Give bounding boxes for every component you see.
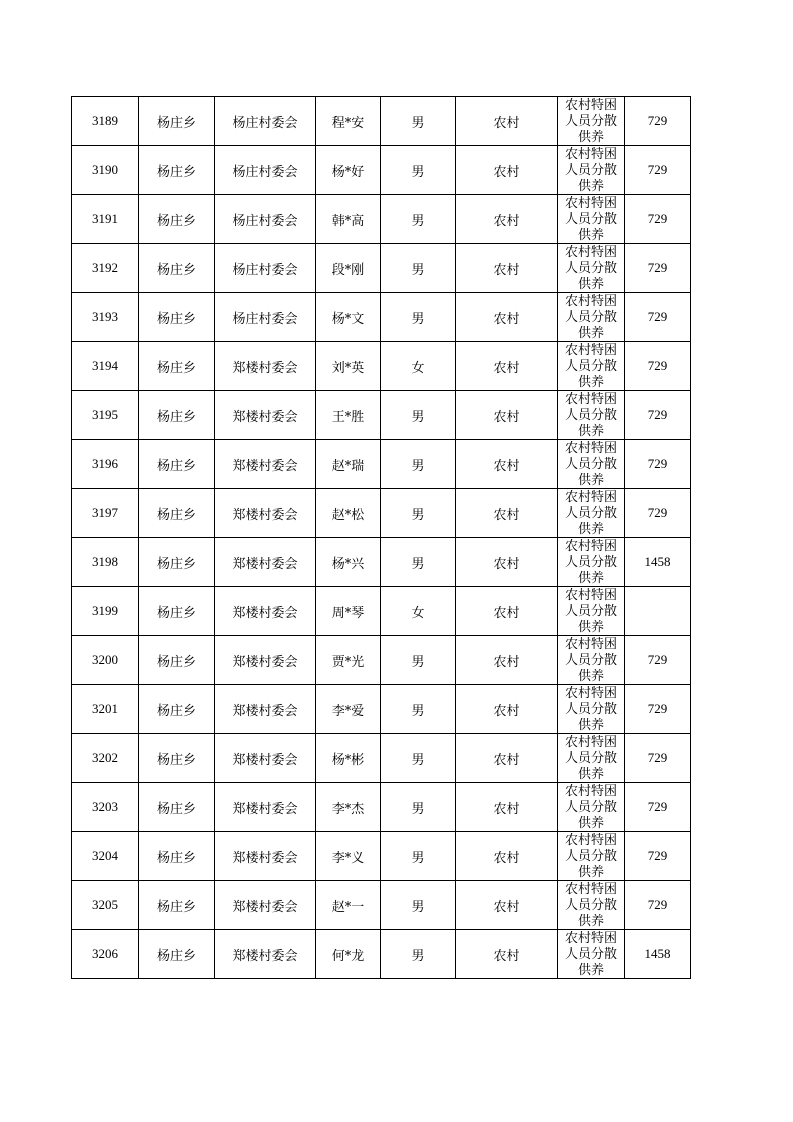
name-cell: 王*胜	[316, 391, 381, 440]
table-row	[72, 685, 691, 734]
amount-cell	[625, 587, 691, 636]
support-category-text: 农村特困人员分散供养	[564, 881, 617, 929]
row-number-cell: 3204	[72, 832, 139, 881]
table-row	[72, 734, 691, 783]
township-cell: 杨庄乡	[139, 685, 215, 734]
name-cell: 程*安	[316, 97, 381, 146]
village-committee-cell: 郑楼村委会	[215, 342, 316, 391]
village-committee-cell: 郑楼村委会	[215, 489, 316, 538]
amount-cell: 729	[625, 832, 691, 881]
support-category-text: 农村特困人员分散供养	[564, 832, 617, 880]
amount-cell: 729	[625, 685, 691, 734]
amount-cell: 729	[625, 195, 691, 244]
township-cell: 杨庄乡	[139, 244, 215, 293]
support-category-cell	[558, 685, 625, 734]
amount-cell: 729	[625, 97, 691, 146]
table-row	[72, 97, 691, 146]
table-row	[72, 489, 691, 538]
support-category-text: 农村特困人员分散供养	[564, 489, 617, 537]
table-row	[72, 195, 691, 244]
gender-cell: 男	[381, 685, 456, 734]
support-category-cell	[558, 636, 625, 685]
support-category-cell	[558, 440, 625, 489]
support-category-text: 农村特困人员分散供养	[564, 195, 617, 243]
township-cell: 杨庄乡	[139, 391, 215, 440]
table-row	[72, 391, 691, 440]
name-cell: 李*爱	[316, 685, 381, 734]
amount-cell: 729	[625, 783, 691, 832]
amount-cell: 1458	[625, 930, 691, 979]
support-category-cell	[558, 293, 625, 342]
amount-cell: 729	[625, 734, 691, 783]
amount-cell: 729	[625, 489, 691, 538]
area-type-cell: 农村	[456, 391, 558, 440]
gender-cell: 男	[381, 783, 456, 832]
area-type-cell: 农村	[456, 783, 558, 832]
gender-cell: 男	[381, 97, 456, 146]
amount-cell: 1458	[625, 538, 691, 587]
table-row	[72, 636, 691, 685]
table-row	[72, 832, 691, 881]
support-category-cell	[558, 930, 625, 979]
support-category-text: 农村特困人员分散供养	[564, 244, 617, 292]
area-type-cell: 农村	[456, 97, 558, 146]
gender-cell: 女	[381, 342, 456, 391]
name-cell: 赵*瑞	[316, 440, 381, 489]
area-type-cell: 农村	[456, 195, 558, 244]
area-type-cell: 农村	[456, 930, 558, 979]
table-row	[72, 538, 691, 587]
area-type-cell: 农村	[456, 440, 558, 489]
village-committee-cell: 郑楼村委会	[215, 832, 316, 881]
township-cell: 杨庄乡	[139, 881, 215, 930]
name-cell: 杨*文	[316, 293, 381, 342]
village-committee-cell: 郑楼村委会	[215, 734, 316, 783]
village-committee-cell: 杨庄村委会	[215, 146, 316, 195]
name-cell: 李*杰	[316, 783, 381, 832]
amount-cell: 729	[625, 440, 691, 489]
township-cell: 杨庄乡	[139, 440, 215, 489]
row-number-cell: 3194	[72, 342, 139, 391]
gender-cell: 男	[381, 734, 456, 783]
area-type-cell: 农村	[456, 685, 558, 734]
amount-cell: 729	[625, 146, 691, 195]
row-number-cell: 3193	[72, 293, 139, 342]
support-category-cell	[558, 97, 625, 146]
village-committee-cell: 杨庄村委会	[215, 293, 316, 342]
row-number-cell: 3200	[72, 636, 139, 685]
township-cell: 杨庄乡	[139, 636, 215, 685]
row-number-cell: 3206	[72, 930, 139, 979]
support-category-text: 农村特困人员分散供养	[564, 538, 617, 586]
support-category-text: 农村特困人员分散供养	[564, 342, 617, 390]
area-type-cell: 农村	[456, 489, 558, 538]
row-number-cell: 3205	[72, 881, 139, 930]
gender-cell: 女	[381, 587, 456, 636]
name-cell: 刘*英	[316, 342, 381, 391]
row-number-cell: 3197	[72, 489, 139, 538]
support-category-cell	[558, 881, 625, 930]
gender-cell: 男	[381, 146, 456, 195]
table-row	[72, 440, 691, 489]
table-body	[72, 97, 691, 979]
village-committee-cell: 杨庄村委会	[215, 244, 316, 293]
support-category-text: 农村特困人员分散供养	[564, 97, 617, 145]
gender-cell: 男	[381, 489, 456, 538]
support-category-cell	[558, 342, 625, 391]
area-type-cell: 农村	[456, 587, 558, 636]
village-committee-cell: 郑楼村委会	[215, 783, 316, 832]
township-cell: 杨庄乡	[139, 97, 215, 146]
area-type-cell: 农村	[456, 342, 558, 391]
area-type-cell: 农村	[456, 734, 558, 783]
row-number-cell: 3201	[72, 685, 139, 734]
support-category-text: 农村特困人员分散供养	[564, 783, 617, 831]
township-cell: 杨庄乡	[139, 783, 215, 832]
table-row	[72, 783, 691, 832]
area-type-cell: 农村	[456, 881, 558, 930]
row-number-cell: 3189	[72, 97, 139, 146]
area-type-cell: 农村	[456, 146, 558, 195]
row-number-cell: 3199	[72, 587, 139, 636]
gender-cell: 男	[381, 881, 456, 930]
row-number-cell: 3192	[72, 244, 139, 293]
data-table	[71, 96, 691, 979]
support-category-cell	[558, 146, 625, 195]
support-category-text: 农村特困人员分散供养	[564, 146, 617, 194]
gender-cell: 男	[381, 195, 456, 244]
support-category-cell	[558, 489, 625, 538]
table-row	[72, 587, 691, 636]
name-cell: 贾*光	[316, 636, 381, 685]
row-number-cell: 3196	[72, 440, 139, 489]
name-cell: 杨*兴	[316, 538, 381, 587]
row-number-cell: 3203	[72, 783, 139, 832]
table-row	[72, 881, 691, 930]
table-row	[72, 293, 691, 342]
amount-cell: 729	[625, 244, 691, 293]
support-category-text: 农村特困人员分散供养	[564, 391, 617, 439]
village-committee-cell: 郑楼村委会	[215, 440, 316, 489]
village-committee-cell: 郑楼村委会	[215, 881, 316, 930]
row-number-cell: 3198	[72, 538, 139, 587]
township-cell: 杨庄乡	[139, 734, 215, 783]
village-committee-cell: 郑楼村委会	[215, 636, 316, 685]
area-type-cell: 农村	[456, 636, 558, 685]
village-committee-cell: 郑楼村委会	[215, 538, 316, 587]
support-category-cell	[558, 538, 625, 587]
name-cell: 段*刚	[316, 244, 381, 293]
support-category-cell	[558, 587, 625, 636]
table-row	[72, 244, 691, 293]
support-category-cell	[558, 734, 625, 783]
village-committee-cell: 郑楼村委会	[215, 391, 316, 440]
row-number-cell: 3195	[72, 391, 139, 440]
support-category-text: 农村特困人员分散供养	[564, 440, 617, 488]
row-number-cell: 3190	[72, 146, 139, 195]
gender-cell: 男	[381, 244, 456, 293]
name-cell: 杨*彬	[316, 734, 381, 783]
gender-cell: 男	[381, 293, 456, 342]
area-type-cell: 农村	[456, 538, 558, 587]
gender-cell: 男	[381, 440, 456, 489]
support-category-text: 农村特困人员分散供养	[564, 734, 617, 782]
support-category-cell	[558, 832, 625, 881]
name-cell: 赵*一	[316, 881, 381, 930]
township-cell: 杨庄乡	[139, 930, 215, 979]
township-cell: 杨庄乡	[139, 146, 215, 195]
gender-cell: 男	[381, 930, 456, 979]
support-category-text: 农村特困人员分散供养	[564, 636, 617, 684]
township-cell: 杨庄乡	[139, 538, 215, 587]
township-cell: 杨庄乡	[139, 195, 215, 244]
support-category-text: 农村特困人员分散供养	[564, 293, 617, 341]
support-category-text: 农村特困人员分散供养	[564, 685, 617, 733]
village-committee-cell: 杨庄村委会	[215, 97, 316, 146]
amount-cell: 729	[625, 391, 691, 440]
name-cell: 李*义	[316, 832, 381, 881]
gender-cell: 男	[381, 538, 456, 587]
name-cell: 赵*松	[316, 489, 381, 538]
name-cell: 何*龙	[316, 930, 381, 979]
amount-cell: 729	[625, 342, 691, 391]
support-category-cell	[558, 783, 625, 832]
support-category-text: 农村特困人员分散供养	[564, 930, 617, 978]
township-cell: 杨庄乡	[139, 832, 215, 881]
name-cell: 杨*好	[316, 146, 381, 195]
table-row	[72, 930, 691, 979]
village-committee-cell: 郑楼村委会	[215, 930, 316, 979]
name-cell: 韩*高	[316, 195, 381, 244]
support-category-cell	[558, 244, 625, 293]
area-type-cell: 农村	[456, 832, 558, 881]
area-type-cell: 农村	[456, 244, 558, 293]
township-cell: 杨庄乡	[139, 293, 215, 342]
amount-cell: 729	[625, 293, 691, 342]
name-cell: 周*琴	[316, 587, 381, 636]
support-category-text: 农村特困人员分散供养	[564, 587, 617, 635]
gender-cell: 男	[381, 636, 456, 685]
amount-cell: 729	[625, 636, 691, 685]
township-cell: 杨庄乡	[139, 587, 215, 636]
township-cell: 杨庄乡	[139, 489, 215, 538]
area-type-cell: 农村	[456, 293, 558, 342]
row-number-cell: 3202	[72, 734, 139, 783]
row-number-cell: 3191	[72, 195, 139, 244]
gender-cell: 男	[381, 391, 456, 440]
amount-cell: 729	[625, 881, 691, 930]
village-committee-cell: 郑楼村委会	[215, 587, 316, 636]
township-cell: 杨庄乡	[139, 342, 215, 391]
gender-cell: 男	[381, 832, 456, 881]
table-row	[72, 146, 691, 195]
table-row	[72, 342, 691, 391]
village-committee-cell: 杨庄村委会	[215, 195, 316, 244]
village-committee-cell: 郑楼村委会	[215, 685, 316, 734]
support-category-cell	[558, 195, 625, 244]
support-category-cell	[558, 391, 625, 440]
